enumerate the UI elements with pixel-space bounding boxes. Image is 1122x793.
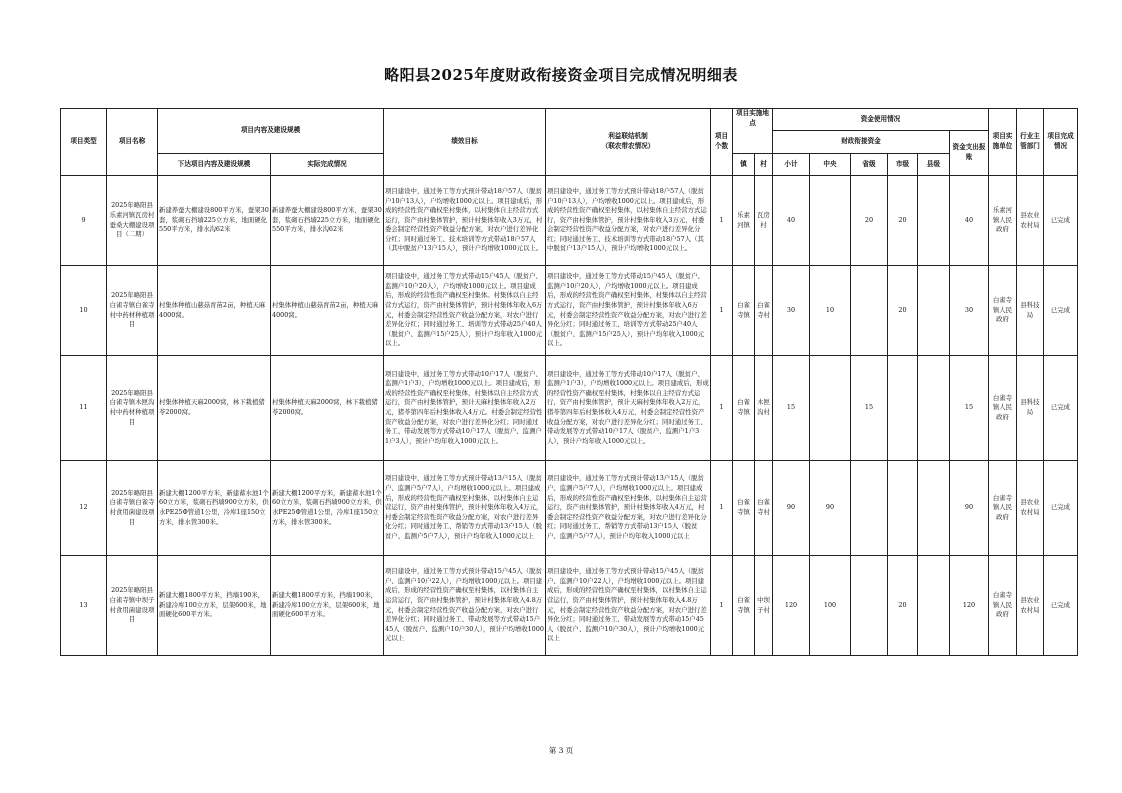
page-title: 略阳县2025年度财政衔接资金项目完成情况明细表 [384,66,738,84]
header-location: 项目实施地点 [733,109,773,154]
cell-target: 项目建设中，通过务工等方式带动15户45人（脱贫户、监测户10户20人），户均增收1000元以上。项目建成后，形成的经营性资产确权至村集体。村集体以自主经营方式运行，资产由村集体管护，预计村集体年收入6万元，村委会制定经营性资产收益分配方案，对农户进行差异化分红；同时通过务工、培训等方式带动25户40人（脱贫户、监测户15户25人），预计户均年收入1000元以上。 [384,266,546,356]
project-table [60,108,1078,656]
cell-target: 项目建设中，通过务工等方式带动10户17人（脱贫户、监测户1户3），户均增收1000元以上。项目建成后，形成的经营性资产确权至村集体，村集体以自主经营方式运行，资产由村集体管护，预计天麻村集体年收入2万元，猪苓第四年后村集体收入4万元。村委会制定经营性资产收益分配方案，对农户进行差异化分红；同时通过务工、带动发展等方式带动10户17人（脱贫户、监测户1户3人），预计户均年收入1000元以上。 [384,356,546,461]
table-row [61,266,1078,356]
header-name: 项目名称 [107,109,158,176]
cell-department: 县农业农村局 [1017,461,1044,556]
cell-town: 乐素河镇 [733,176,755,266]
cell-unit: 乐素河镇人民政府 [989,176,1017,266]
cell-benefit: 项目建设中，通过务工等方式带动10户17人（脱贫户、监测户1户3），户均增收1000元以上。项目建成后，形成的经营性资产确权至村集体，村集体以自主经营方式运行，资产由村集体管护，预计天麻村集体年收入2万元，猪苓第四年后村集体收入4万元，村委会制定经营性资产收益分配方案，对农户进行差异化分红；同时通过务工、带动发展等方式带动10户17人（脱贫户、监测户1户3人），预计户均年收入1000元以上。 [546,356,711,461]
cell-county [918,356,950,461]
cell-count: 1 [711,356,733,461]
cell-central [810,356,851,461]
cell-name: 2025年略阳县白雀寺镇木匣沟村中药材种植项目 [107,356,158,461]
header-provincial: 省级 [851,154,888,176]
cell-count: 1 [711,266,733,356]
header-benefit: 利益联结机制 （联农带农情况） [546,109,711,176]
cell-village: 木匣沟村 [755,356,773,461]
header-planned: 下达项目内容及建设规模 [158,154,271,176]
header-status: 项目完成情况 [1044,109,1078,176]
cell-planned: 村集体种植山慈菇育苗2亩，种植天麻4000窝。 [158,266,271,356]
cell-count: 1 [711,176,733,266]
cell-municipal: 20 [888,266,918,356]
cell-town: 白雀寺镇 [733,356,755,461]
cell-provincial [851,266,888,356]
cell-target: 项目建设中，通过务工等方式预计带动18户57人（脱贫户10户13人），户均增收1000元以上。项目建成后，形成的经营性资产确权至村集体，以村集体自主经营方式运行，资产由村集体管护，预计村集体年收入3万元，村委会制定经营性资产收益分配方案，对农户进行差异化分红；同时通过务工、技术培训等方式带动18户57人（其中脱贫户13户15人），预计户均增收1000元以上。 [384,176,546,266]
cell-department: 县科技局 [1017,356,1044,461]
cell-reimbursed: 40 [950,176,989,266]
cell-central [810,176,851,266]
cell-village: 白雀寺村 [755,461,773,556]
cell-unit: 白雀寺镇人民政府 [989,556,1017,656]
header-department: 行业主管部门 [1017,109,1044,176]
cell-town: 白雀寺镇 [733,556,755,656]
cell-name: 2025年略阳县白雀寺镇白雀寺村食用菌建设项目 [107,461,158,556]
table-row [61,176,1078,266]
header-unit: 项目实施单位 [989,109,1017,176]
cell-village: 白雀寺村 [755,266,773,356]
cell-benefit: 项目建设中，通过务工等方式预计带动18户57人（脱贫户10户13人），户均增收1000元以上。项目建成后，形成的经营性资产确权至村集体，以村集体自主经营方式运行，资产由村集体管护，预计村集体年收入3万元，村委会制定经营性资产收益分配方案，对农户进行差异化分红；同时通过务工、技术培训等方式带动18户57人（其中脱贫户13户15人），预计户均增收1000元以上。 [546,176,711,266]
header-type: 项目类型 [61,109,107,176]
cell-village: 中坝子村 [755,556,773,656]
header-reimbursed: 资金支出报账 [950,131,989,176]
cell-county [918,266,950,356]
cell-subtotal: 90 [773,461,810,556]
header-subtotal: 小计 [773,154,810,176]
cell-planned: 新建大棚1800平方米，挡墙190米，新建冷库100立方米，层架600米，地面硬化600平方米。 [158,556,271,656]
cell-target: 项目建设中，通过务工等方式预计带动13户15人（脱贫户、监测户5户7人），户均增收1000元以上。项目建成后，形成的经营性资产确权至村集体，以村集体自主运营运行，资产由村集体管护，预计村集体年收入4万元，村委会制定经营性资产收益分配方案，对农户进行差异化分红；同时通过务工、帮销等方式带动13户15人（脱贫户、监测户5户7人），预计户均年收入1000元以上 [384,461,546,556]
header-central: 中央 [810,154,851,176]
cell-department: 县农业农村局 [1017,556,1044,656]
header-village: 村 [755,154,773,176]
cell-provincial: 15 [851,356,888,461]
cell-central: 10 [810,266,851,356]
cell-benefit: 项目建设中，通过务工等方式带动15户45人（脱贫户、监测户10户20人），户均增收1000元以上。项目建成后，形成的经营性资产确权至村集体，村集体以自主经营方式运行，资产由村集体管护，预计村集体年收入6万元，村委会制定经营性资产收益分配方案，对农户进行差异化分红；同时通过务工、培训等方式带动25户40人（脱贫户、监测户15户25人），预计户均年收入1000元以上。 [546,266,711,356]
cell-provincial: 20 [851,176,888,266]
cell-county [918,176,950,266]
cell-municipal [888,356,918,461]
cell-actual: 村集体种植天麻2000窝，林下栽植猪苓2000窝。 [271,356,384,461]
cell-planned: 新建养蚕大棚建设800平方米，蚕架30套，浆砌石挡墙225立方米，地面硬化550平方米，排水沟62米 [158,176,271,266]
header-count: 项目个数 [711,109,733,176]
cell-count: 1 [711,556,733,656]
cell-status: 已完成 [1044,556,1078,656]
cell-unit: 白雀寺镇人民政府 [989,266,1017,356]
cell-unit: 白雀寺镇人民政府 [989,461,1017,556]
header-town: 镇 [733,154,755,176]
cell-central: 90 [810,461,851,556]
cell-reimbursed: 15 [950,356,989,461]
cell-county [918,556,950,656]
cell-unit: 白雀寺镇人民政府 [989,356,1017,461]
cell-reimbursed: 90 [950,461,989,556]
cell-name: 2025年略阳县白雀寺镇中坝子村食用菌建设项目 [107,556,158,656]
cell-status: 已完成 [1044,266,1078,356]
cell-municipal: 20 [888,176,918,266]
cell-benefit: 项目建设中，通过务工等方式预计带动13户15人（脱贫户、监测户5户7人），户均增收1000元以上。项目建成后，形成的经营性资产确权至村集体，以村集体自主运营运行，资产由村集体管护，预计村集体年收入4万元，村委会制定经营性资产收益分配方案，对农户进行差异化分红；同时通过务工、帮销等方式带动13户15人（脱贫户、监测户5户7人），预计户均年收入1000元以上 [546,461,711,556]
cell-town: 白雀寺镇 [733,266,755,356]
page-number: 第 3 页 [548,746,574,755]
cell-type: 9 [61,176,107,266]
cell-subtotal: 40 [773,176,810,266]
cell-planned: 村集体种植天麻2000窝，林下栽植猪苓2000窝。 [158,356,271,461]
cell-type: 13 [61,556,107,656]
cell-type: 11 [61,356,107,461]
cell-subtotal: 30 [773,266,810,356]
cell-village: 瓦房村 [755,176,773,266]
table-row [61,461,1078,556]
cell-town: 白雀寺镇 [733,461,755,556]
cell-target: 项目建设中，通过务工等方式预计带动15户45人（脱贫户、监测户10户22人），户均增收1000元以上。项目建成后，形成的经营性资产确权至村集体，以村集体自主运营运行，资产由村集体管护，预计村集体年收入4.8万元，村委会制定经营性资产收益分配方案，对农户进行差异化分红；同时通过务工、带动发展等方式带动15户45人（脱贫户、监测户10户30人），预计户均增收1000元以上 [384,556,546,656]
cell-actual: 新建大棚1800平方米，挡墙190米，新建冷库100立方米，层架600米，地面硬化600平方米。 [271,556,384,656]
cell-central: 100 [810,556,851,656]
cell-reimbursed: 30 [950,266,989,356]
table-body [61,176,1078,656]
cell-subtotal: 15 [773,356,810,461]
cell-municipal [888,461,918,556]
cell-reimbursed: 120 [950,556,989,656]
cell-department: 县农业农村局 [1017,176,1044,266]
cell-provincial [851,461,888,556]
header-municipal: 市级 [888,154,918,176]
header-funds-usage: 资金使用情况 [773,109,989,131]
cell-status: 已完成 [1044,176,1078,266]
cell-name: 2025年略阳县乐素河镇瓦房村蚕桑大棚建设项目（二期） [107,176,158,266]
cell-name: 2025年略阳县白雀寺镇白雀寺村中药材种植项目 [107,266,158,356]
header-target: 绩效目标 [384,109,546,176]
cell-provincial [851,556,888,656]
cell-count: 1 [711,461,733,556]
cell-type: 12 [61,461,107,556]
cell-actual: 新建养蚕大棚建设800平方米，蚕架30套，浆砌石挡墙225立方米，地面硬化550平方米，排水沟62米 [271,176,384,266]
cell-status: 已完成 [1044,356,1078,461]
header-actual: 实际完成情况 [271,154,384,176]
cell-department: 县科技局 [1017,266,1044,356]
cell-status: 已完成 [1044,461,1078,556]
table-row [61,356,1078,461]
cell-municipal: 20 [888,556,918,656]
cell-subtotal: 120 [773,556,810,656]
header-county: 县级 [918,154,950,176]
header-content: 项目内容及建设规模 [158,109,384,154]
cell-benefit: 项目建设中，通过务工等方式预计带动15户45人（脱贫户、监测户10户22人），户均增收1000元以上。项目建成后，形成的经营性资产确权至村集体，以村集体自主运营运行，资产由村集体管护，预计村集体年收入4.8万元，村委会制定经营性资产收益分配方案，对农户进行差异化分红；同时通过务工、带动发展等方式带动15户45人（脱贫户、监测户10户30人），预计户均增收1000元以上 [546,556,711,656]
cell-county [918,461,950,556]
cell-planned: 新建大棚1200平方米，新建蓄水池1个60立方米，浆砌石挡墙900立方米，供水PE25Φ管道1公里，冷库1座150立方米，排水管300米。 [158,461,271,556]
header-fiscal-funds: 财政衔接资金 [773,131,950,154]
cell-actual: 新建大棚1200平方米，新建蓄水池1个60立方米，浆砌石挡墙900立方米，供水PE25Φ管道1公里，冷库1座150立方米，排水管300米。 [271,461,384,556]
cell-type: 10 [61,266,107,356]
table-row [61,556,1078,656]
cell-actual: 村集体种植山慈菇育苗2亩，种植天麻4000窝。 [271,266,384,356]
